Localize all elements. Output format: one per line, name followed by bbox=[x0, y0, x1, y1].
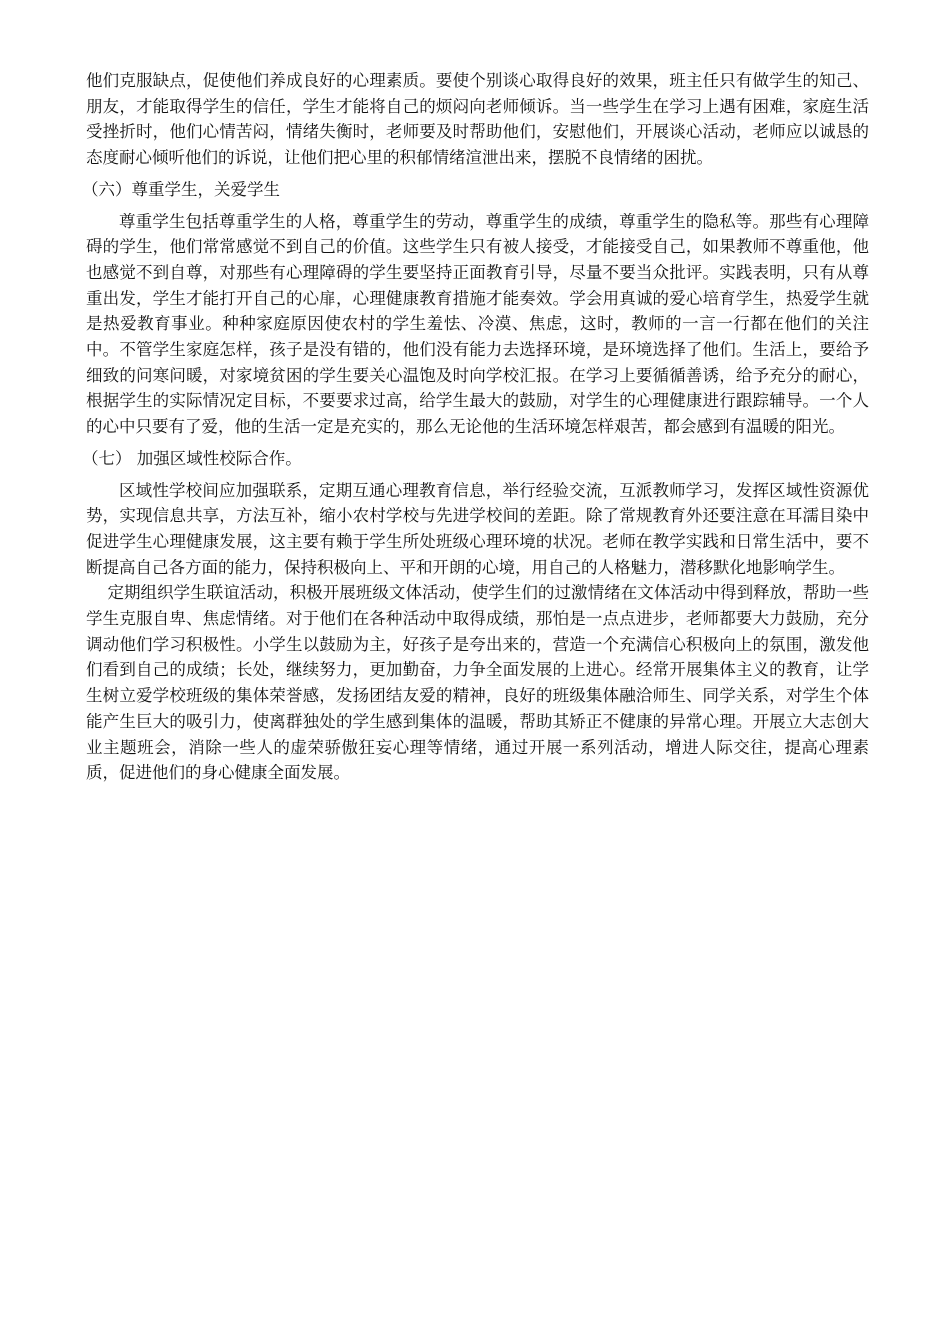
body-paragraph: 定期组织学生联谊活动，积极开展班级文体活动，使学生们的过激情绪在文体活动中得到释放，帮助一些学生克服自卑、焦虑情绪。对于他们在各种活动中取得成绩，那怕是一点点进步，老师都要大力鼓励，充分调动他们学习积极性。小学生以鼓励为主，好孩子是夸出来的，营造一个充满信心积极向上的氛围，激发他们看到自己的成绩；长处，继续努力，更加勤奋，力争全面发展的上进心。经常开展集体主义的教育，让学生树立爱学校班级的集体荣誉感，发扬团结友爱的精神，良好的班级集体融洽师生、同学关系，对学生个体能产生巨大的吸引力，使离群独处的学生感到集体的温暖，帮助其矫正不健康的异常心理。开展立大志创大业主题班会，消除一些人的虚荣骄傲狂妄心理等情绪，通过开展一系列活动，增进人际交往，提高心理素质，促进他们的身心健康全面发展。 bbox=[86, 583, 869, 783]
document-page bbox=[82, 68, 869, 786]
section-heading-6: （六）尊重学生，关爱学生 bbox=[82, 179, 280, 199]
body-paragraph: 尊重学生包括尊重学生的人格，尊重学生的劳动，尊重学生的成绩，尊重学生的隐私等。那些有心理障碍的学生，他们常常感觉不到自己的价值。这些学生只有被人接受，才能接受自己，如果教师不尊重他，他也感觉不到自尊，对那些有心理障碍的学生要坚持正面教育引导，尽量不要当众批评。实践表明，只有从尊重出发，学生才能打开自己的心扉，心理健康教育措施才能奏效。学会用真诚的爱心培育学生，热爱学生就是热爱教育事业。种种家庭原因使农村的学生羞怯、冷漠、焦虑，这时，教师的一言一行都在他们的关注中。不管学生家庭怎样，孩子是没有错的，他们没有能力去选择环境，是环境选择了他们。生活上，要给予细致的问寒问暖，对家境贫困的学生要关心温饱及时向学校汇报。在学习上要循循善诱，给予充分的耐心，根据学生的实际情况定目标，不要要求过高，给学生最大的鼓励，对学生的心理健康进行跟踪辅导。一个人的心中只要有了爱，他的生活一定是充实的，那么无论他的生活环境怎样艰苦，都会感到有温暖的阳光。 bbox=[86, 211, 869, 437]
section-heading-7: （七） 加强区域性校际合作。 bbox=[82, 448, 302, 468]
body-paragraph: 区域性学校间应加强联系，定期互通心理教育信息，举行经验交流，互派教师学习，发挥区域性资源优势，实现信息共享，方法互补，缩小农村学校与先进学校间的差距。除了常规教育外还要注意在耳濡目染中促进学生心理健康发展，这主要有赖于学生所处班级心理环境的状况。老师在教学实践和日常生活中，要不断提高自己各方面的能力，保持积极向上、平和开朗的心境，用自己的人格魅力，潜移默化地影响学生。 bbox=[86, 480, 869, 577]
body-paragraph: 他们克服缺点，促使他们养成良好的心理素质。要使个别谈心取得良好的效果，班主任只有做学生的知己、朋友，才能取得学生的信任，学生才能将自己的烦闷向老师倾诉。当一些学生在学习上遇有困难，家庭生活受挫折时，他们心情苦闷，情绪失衡时，老师要及时帮助他们，安慰他们，开展谈心活动，老师应以诚恳的态度耐心倾听他们的诉说，让他们把心里的积郁情绪渲泄出来，摆脱不良情绪的困扰。 bbox=[86, 71, 869, 168]
